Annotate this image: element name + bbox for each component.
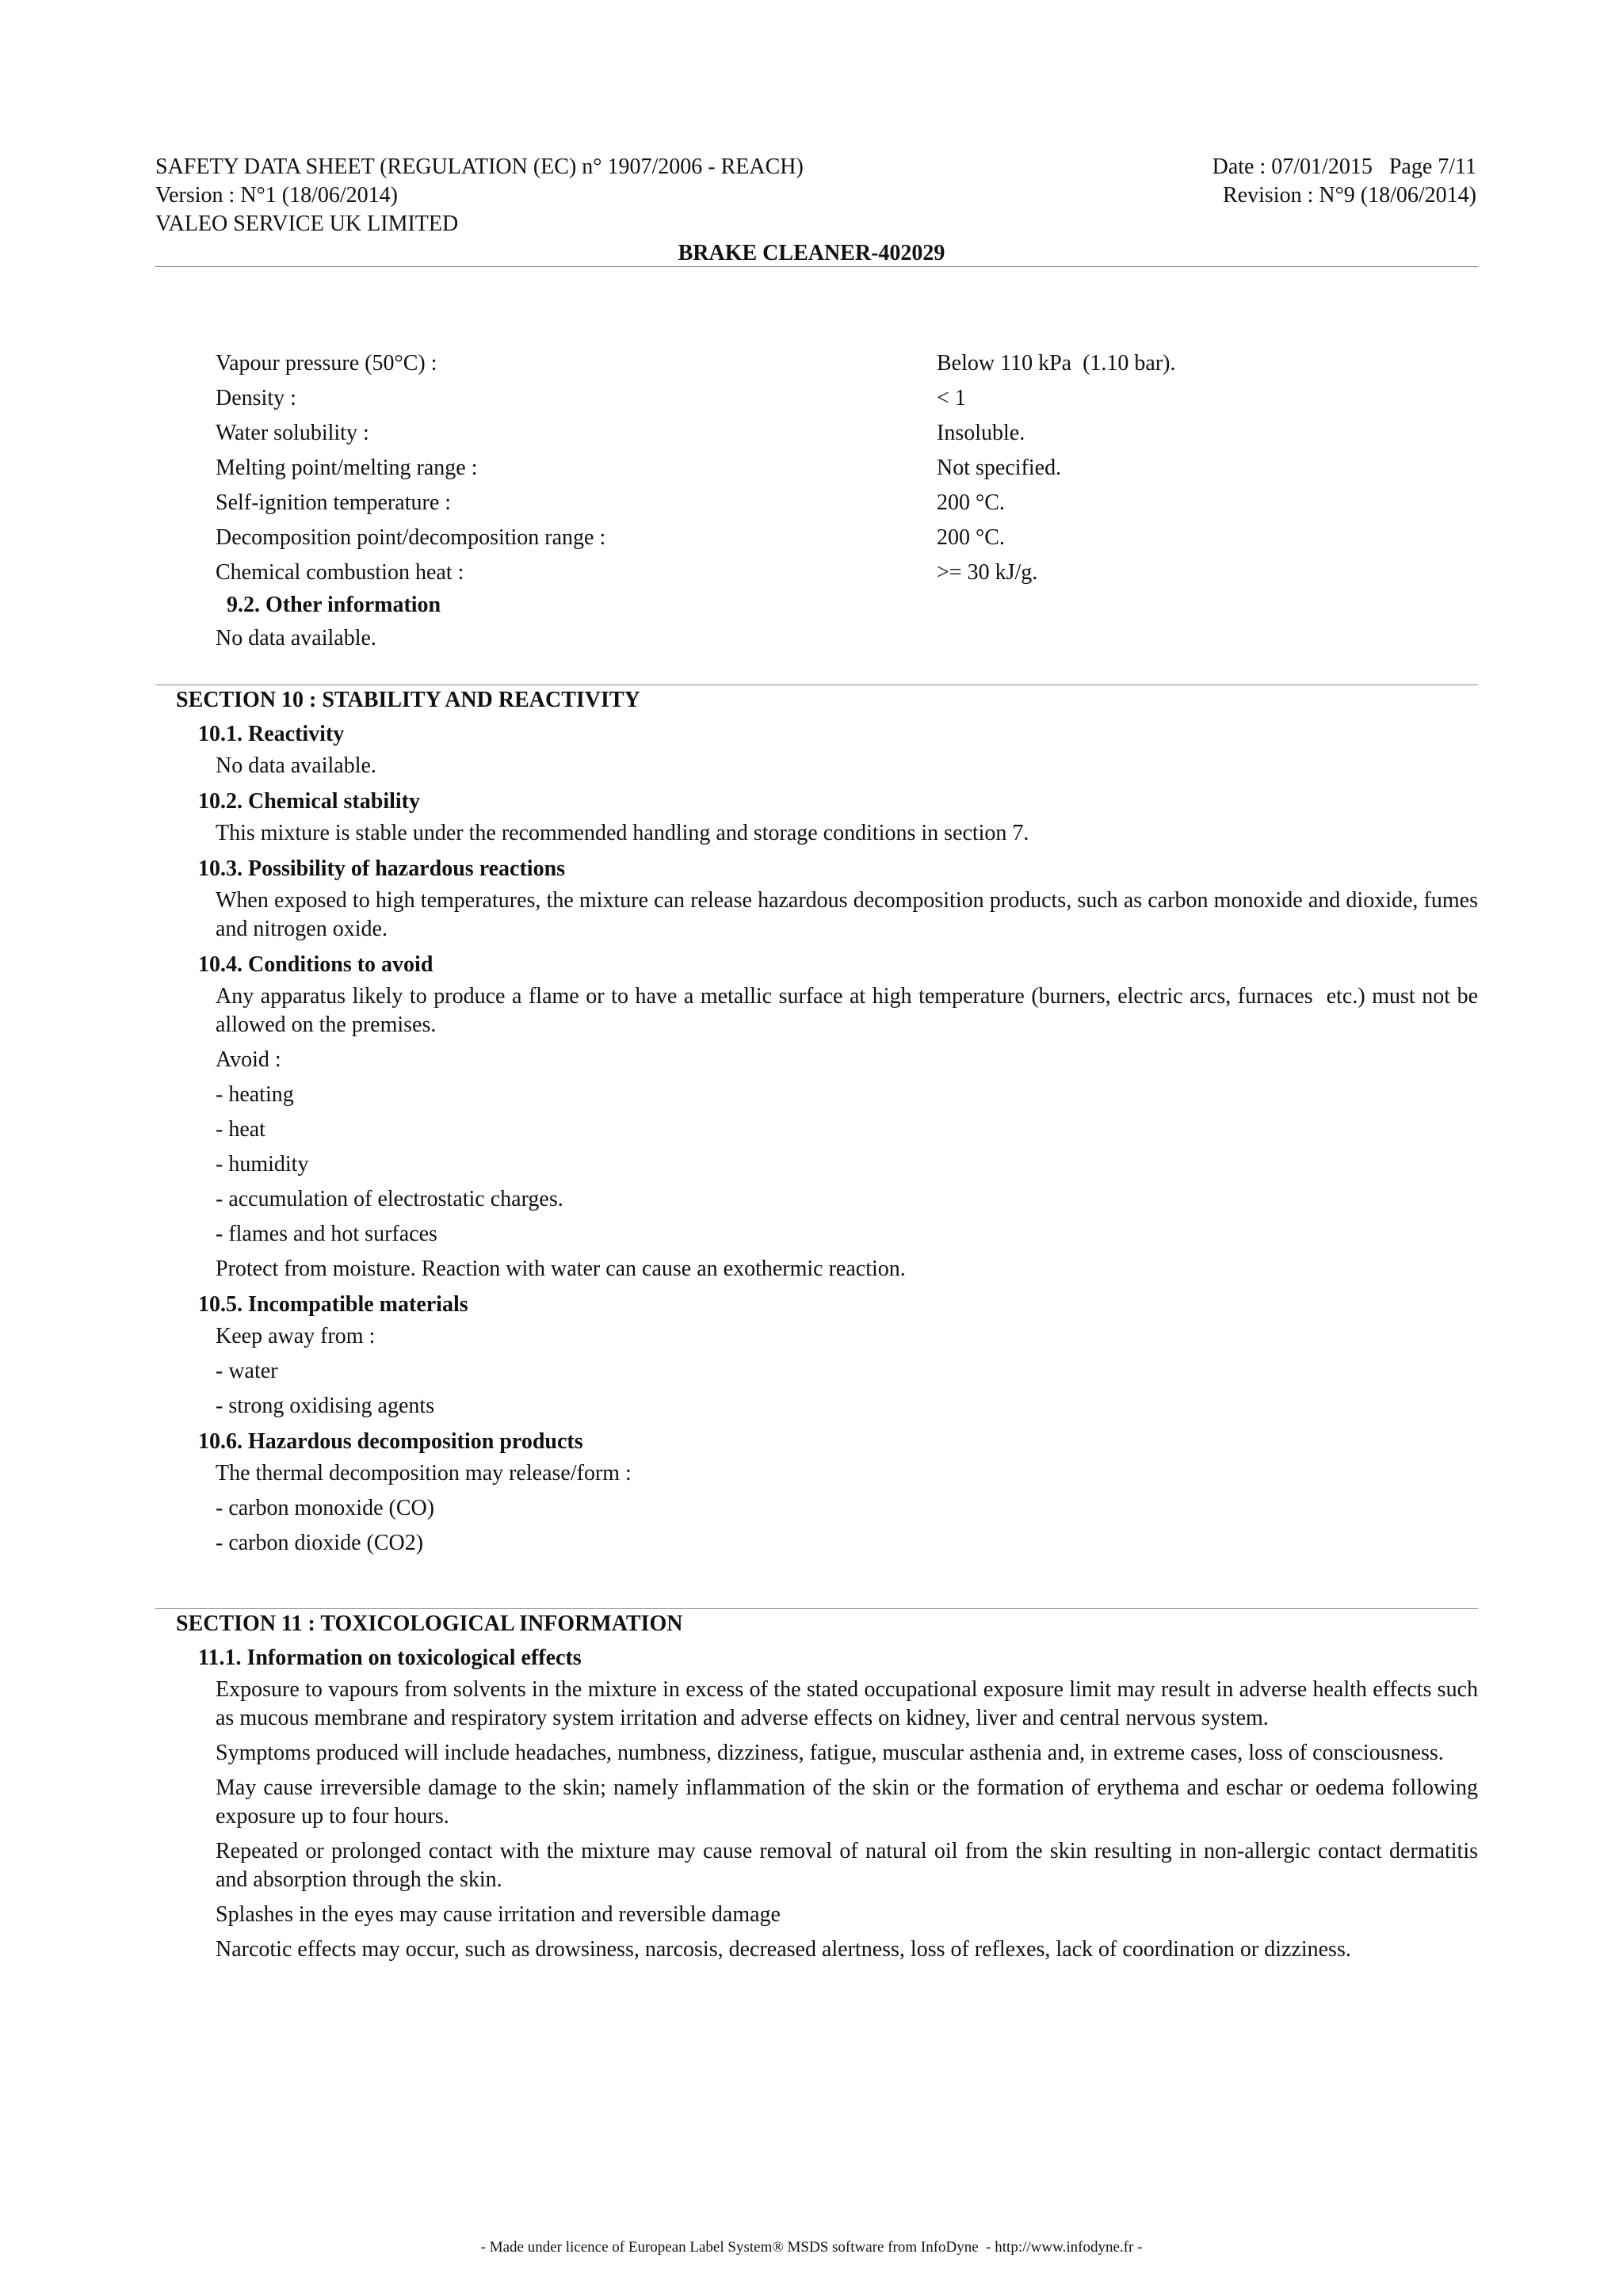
subsection-title: 10.3. Possibility of hazardous reactions xyxy=(198,856,566,881)
header-date-page: Date : 07/01/2015 Page 7/11 xyxy=(1212,154,1476,179)
subsection-text: Any apparatus likely to produce a flame or to have a metallic surface at high temperature (burners, electric arcs, furnaces etc.) must not be allowed on the premises. xyxy=(216,984,1484,1037)
list-item: - accumulation of electrostatic charges. xyxy=(216,1187,563,1211)
subsection-title: 10.5. Incompatible materials xyxy=(198,1292,468,1317)
properties-table xyxy=(216,346,1478,590)
paragraph: May cause irreversible damage to the skin; namely inflammation of the skin or the formation of erythema and eschar or oedema following exposure up to four hours. xyxy=(216,1775,1478,1829)
property-label: Decomposition point/decomposition range : xyxy=(216,525,606,550)
subsection-note: Protect from moisture. Reaction with water can cause an exothermic reaction. xyxy=(216,1257,906,1281)
list-item: - strong oxidising agents xyxy=(216,1394,435,1418)
header-regulation: SAFETY DATA SHEET (REGULATION (EC) n° 1907/2006 - REACH) xyxy=(155,154,804,179)
header-revision: Revision : N°9 (18/06/2014) xyxy=(1223,183,1476,208)
property-label: Water solubility : xyxy=(216,421,369,445)
subsection-9-2 xyxy=(216,591,1478,653)
paragraph: Narcotic effects may occur, such as drowsiness, narcosis, decreased alertness, loss of reflexes, lack of coordination or dizziness. xyxy=(216,1937,1351,1962)
property-label: Self-ignition temperature : xyxy=(216,490,452,515)
paragraph: Symptoms produced will include headaches, numbness, dizziness, fatigue, muscular asthenia and, in extreme cases, loss of consciousness. xyxy=(216,1741,1444,1765)
property-row xyxy=(216,381,1478,416)
property-value: >= 30 kJ/g. xyxy=(937,560,1038,585)
property-value: Not specified. xyxy=(937,456,1062,480)
subsection-text: This mixture is stable under the recommended handling and storage conditions in section 7. xyxy=(216,821,1029,845)
paragraph: Splashes in the eyes may cause irritation and reversible damage xyxy=(216,1902,781,1927)
property-row xyxy=(216,521,1478,555)
section-10-body xyxy=(198,715,1484,1558)
header-divider xyxy=(155,266,1478,267)
property-label: Vapour pressure (50°C) : xyxy=(216,351,437,376)
property-value: Below 110 kPa (1.10 bar). xyxy=(937,351,1176,376)
subsection-title: 10.6. Hazardous decomposition products xyxy=(198,1429,583,1454)
subsection-text: Keep away from : xyxy=(216,1324,376,1348)
subsection-title: 11.1. Information on toxicological effects xyxy=(198,1646,582,1670)
paragraph: Exposure to vapours from solvents in the mixture in excess of the stated occupational exposure limit may result in adverse health effects such as mucous membrane and respiratory system irritation and adverse effects on kidney, liver and central nervous system. xyxy=(216,1677,1478,1730)
list-item: - water xyxy=(216,1359,278,1383)
property-row xyxy=(216,486,1478,521)
subsection-text: No data available. xyxy=(216,753,376,778)
section-10-title: SECTION 10 : STABILITY AND REACTIVITY xyxy=(176,688,640,712)
section-11-body xyxy=(198,1639,1478,1964)
header-left xyxy=(155,153,804,238)
header-right xyxy=(1212,153,1476,210)
subsection-title: 9.2. Other information xyxy=(227,593,441,617)
property-value: 200 °C. xyxy=(937,525,1005,550)
list-item: - heating xyxy=(216,1082,294,1107)
subsection-title: 10.2. Chemical stability xyxy=(198,789,420,814)
section-11-title: SECTION 11 : TOXICOLOGICAL INFORMATION xyxy=(176,1611,683,1636)
property-value: 200 °C. xyxy=(937,490,1005,515)
header-company: VALEO SERVICE UK LIMITED xyxy=(155,212,459,236)
subsection-text: When exposed to high temperatures, the mixture can release hazardous decomposition products, such as carbon monoxide and dioxide, fumes and nitrogen oxide. xyxy=(216,888,1478,941)
subsection-text: No data available. xyxy=(216,626,376,650)
property-row xyxy=(216,416,1478,451)
product-title: BRAKE CLEANER-402029 xyxy=(678,241,945,265)
footer-credit: - Made under licence of European Label System® MSDS software from InfoDyne - http://www.infodyne.fr - xyxy=(480,2239,1143,2256)
property-value: < 1 xyxy=(937,386,966,410)
list-item: - heat xyxy=(216,1117,265,1142)
property-label: Melting point/melting range : xyxy=(216,456,478,480)
subsection-title: 10.1. Reactivity xyxy=(198,722,345,746)
avoid-label: Avoid : xyxy=(216,1047,281,1072)
header-version: Version : N°1 (18/06/2014) xyxy=(155,183,398,208)
subsection-title: 10.4. Conditions to avoid xyxy=(198,952,433,977)
property-value: Insoluble. xyxy=(937,421,1025,445)
property-row xyxy=(216,555,1478,590)
paragraph: Repeated or prolonged contact with the mixture may cause removal of natural oil from the skin resulting in non-allergic contact dermatitis and absorption through the skin. xyxy=(216,1839,1478,1892)
property-row xyxy=(216,346,1478,381)
section-divider xyxy=(155,1608,1478,1609)
subsection-text: The thermal decomposition may release/form : xyxy=(216,1461,632,1486)
list-item: - flames and hot surfaces xyxy=(216,1222,437,1246)
list-item: - carbon dioxide (CO2) xyxy=(216,1531,424,1555)
property-label: Density : xyxy=(216,386,296,410)
property-row xyxy=(216,451,1478,486)
list-item: - carbon monoxide (CO) xyxy=(216,1496,435,1520)
list-item: - humidity xyxy=(216,1152,309,1177)
property-label: Chemical combustion heat : xyxy=(216,560,464,585)
